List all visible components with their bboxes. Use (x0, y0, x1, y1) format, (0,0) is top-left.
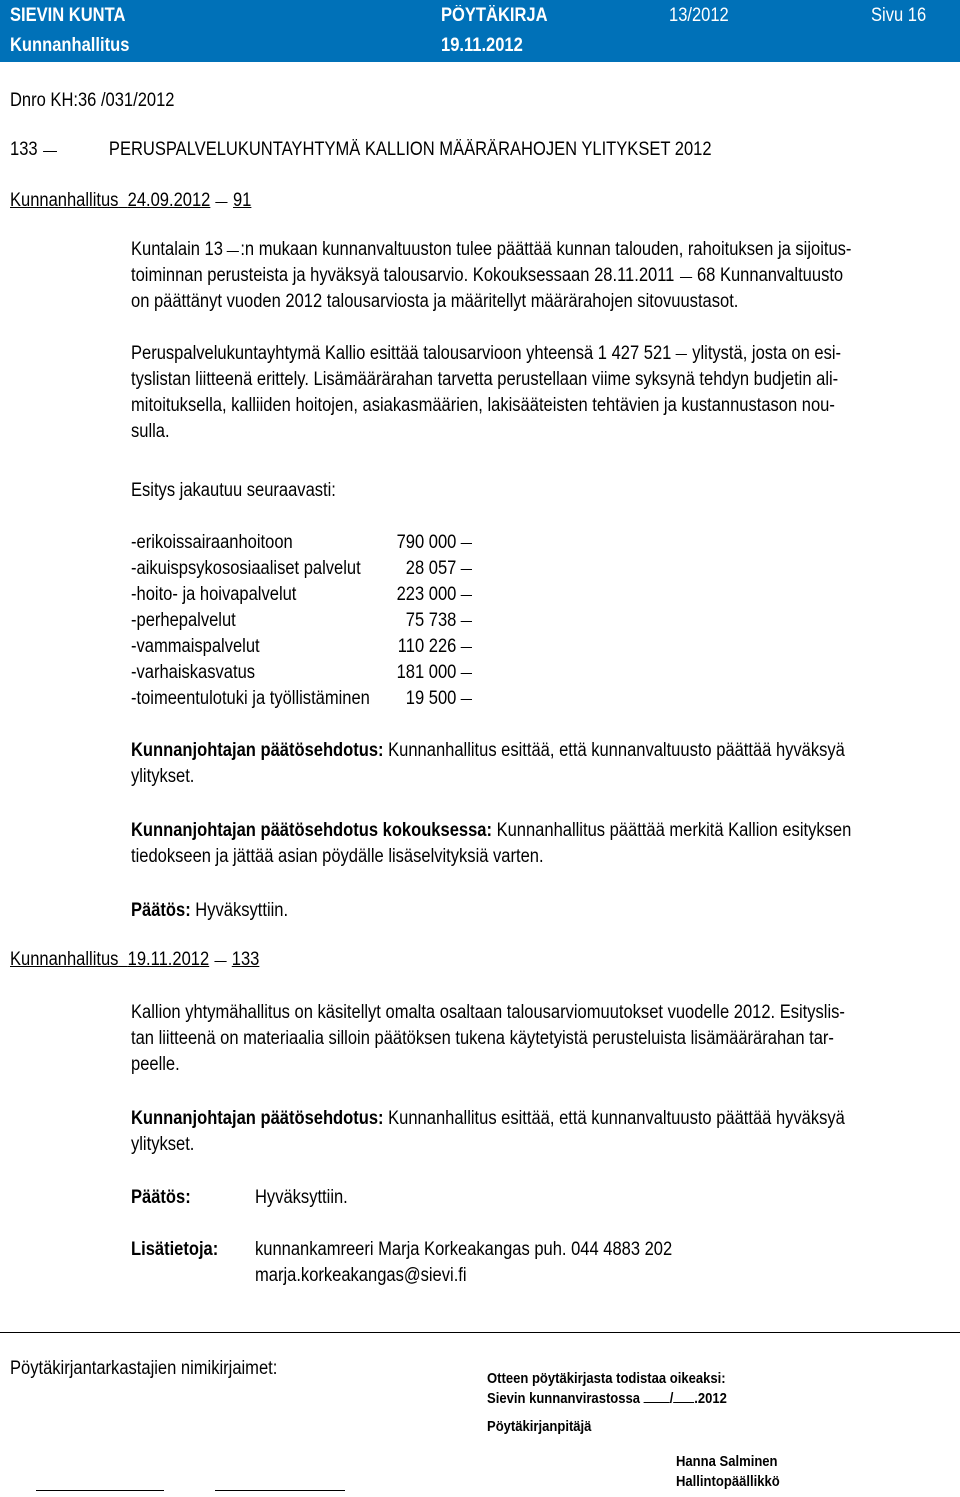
section-sign-icon (216, 201, 228, 203)
prior-decision: Päätös: Hyväksyttiin. (131, 900, 289, 921)
prior-ref-date: 24.09.2012 (127, 190, 211, 211)
meeting-date: 19.11.2012 (441, 35, 523, 56)
current-text-line: peelle. (131, 1054, 180, 1075)
prior-meeting-proposal: Kunnanjohtajan päätösehdotus kokouksessa: Kunnanhallitus päättää merkitä Kallion esityksen (131, 820, 852, 841)
prior-text-line: Peruspalvelukuntayhtymä Kallio esittää talousarvioon yhteensä 1 427 521 ylitystä, josta on esi- (131, 343, 842, 364)
org-name: SIEVIN KUNTA (10, 5, 126, 26)
current-text-line: Kallion yhtymähallitus on käsitellyt omalta osaltaan talousarviomuutokset vuodelle 2012. Esityslis- (131, 1002, 845, 1023)
doc-number: 13/2012 (669, 5, 729, 26)
breakdown-row: -hoito- ja hoivapalvelut 223 000 (131, 582, 531, 608)
breakdown-intro: Esitys jakautuu seuraavasti: (131, 480, 336, 501)
euro-icon (461, 542, 472, 544)
header-banner (0, 0, 960, 62)
footer-certified: Otteen pöytäkirjasta todistaa oikeaksi: (487, 1370, 726, 1387)
prior-meeting-proposal-cont: tiedokseen ja jättää asian pöydälle lisäselvityksiä varten. (131, 846, 544, 867)
prior-text-line: sulla. (131, 421, 170, 442)
info-label: Lisätietoja: (131, 1239, 219, 1260)
dnro: Dnro KH:36 /031/2012 (10, 90, 175, 111)
current-text-line: tan liitteenä on materiaalia silloin päätöksen tukena käytetyistä perusteluista lisämäärärahan tar- (131, 1028, 834, 1049)
breakdown-row: -vammaispalvelut 110 226 (131, 634, 531, 660)
breakdown-row: -aikuispsykososiaaliset palvelut 28 057 (131, 556, 531, 582)
footer-checkers: Pöytäkirjantarkastajien nimikirjaimet: (10, 1358, 278, 1379)
signature-line (215, 1490, 345, 1491)
info-email: marja.korkeakangas@sievi.fi (255, 1265, 467, 1286)
breakdown-row: -toimeentulotuki ja työllistäminen 19 500 (131, 686, 531, 712)
footer-title: Hallintopäällikkö (676, 1473, 780, 1490)
current-decision-text: Hyväksyttiin. (255, 1187, 348, 1208)
info-text: kunnankamreeri Marja Korkeakangas puh. 044 4883 202 (255, 1239, 673, 1260)
current-proposal: Kunnanjohtajan päätösehdotus: Kunnanhallitus esittää, että kunnanvaltuusto päättää hyväksyä (131, 1108, 845, 1129)
footer-role: Pöytäkirjanpitäjä (487, 1418, 592, 1435)
section-sign-icon (680, 276, 692, 278)
current-proposal-cont: ylitykset. (131, 1134, 195, 1155)
section-title: PERUSPALVELUKUNTAYHTYMÄ KALLION MÄÄRÄRAHOJEN YLITYKSET 2012 (108, 139, 712, 160)
prior-text-line: Kuntalain 13 :n mukaan kunnanvaltuuston tulee päättää kunnan talouden, rahoituksen ja sijoitus- (131, 239, 852, 260)
prior-proposal-cont: ylitykset. (131, 766, 195, 787)
prior-text-line: tyslistan liitteenä erittely. Lisämäärärahan tarvetta perustellaan viime syksynä tehdyn budjetin ali- (131, 369, 839, 390)
euro-icon (461, 698, 472, 700)
current-decision-label: Päätös: (131, 1187, 191, 1208)
euro-icon (461, 672, 472, 674)
prior-ref-body: Kunnanhallitus (10, 190, 119, 211)
euro-icon (461, 594, 472, 596)
euro-icon (676, 353, 687, 355)
prior-ref-section: 91 (232, 190, 252, 211)
current-reference: Kunnanhallitus 19.11.2012 133 (10, 949, 260, 970)
prior-text-line: toiminnan perusteista ja hyväksyä talousarvio. Kokouksessaan 28.11.2011 68 Kunnanvaltuusto (131, 265, 844, 286)
doc-type: PÖYTÄKIRJA (441, 5, 548, 26)
prior-text-line: on päättänyt vuoden 2012 talousarviosta ja määritellyt määrärahojen sitovuustasot. (131, 291, 739, 312)
meeting-body: Kunnanhallitus (10, 35, 130, 56)
page-number: Sivu 16 (871, 5, 927, 26)
prior-reference (10, 188, 251, 214)
euro-icon (461, 568, 472, 570)
section-sign-icon (226, 250, 238, 252)
section-number: 133 (10, 139, 38, 160)
breakdown-row: -perhepalvelut 75 738 (131, 608, 531, 634)
footer-divider (0, 1332, 960, 1333)
section-sign-icon (43, 150, 57, 152)
euro-icon (461, 620, 472, 622)
footer-name: Hanna Salminen (676, 1453, 778, 1470)
breakdown-row: -erikoissairaanhoitoon 790 000 (131, 530, 531, 556)
signature-line (36, 1490, 164, 1491)
euro-icon (461, 646, 472, 648)
prior-proposal: Kunnanjohtajan päätösehdotus: Kunnanhallitus esittää, että kunnanvaltuusto päättää hyväksyä (131, 740, 845, 761)
breakdown-row: -varhaiskasvatus 181 000 (131, 660, 531, 686)
footer-place: Sievin kunnanvirastossa / .2012 (487, 1390, 727, 1407)
section-heading (10, 137, 712, 163)
prior-text-line: mitoituksella, kalliiden hoitojen, asiakasmäärien, lakisääteisten tehtävien ja kustannustason nou- (131, 395, 835, 416)
section-sign-icon (214, 960, 226, 962)
